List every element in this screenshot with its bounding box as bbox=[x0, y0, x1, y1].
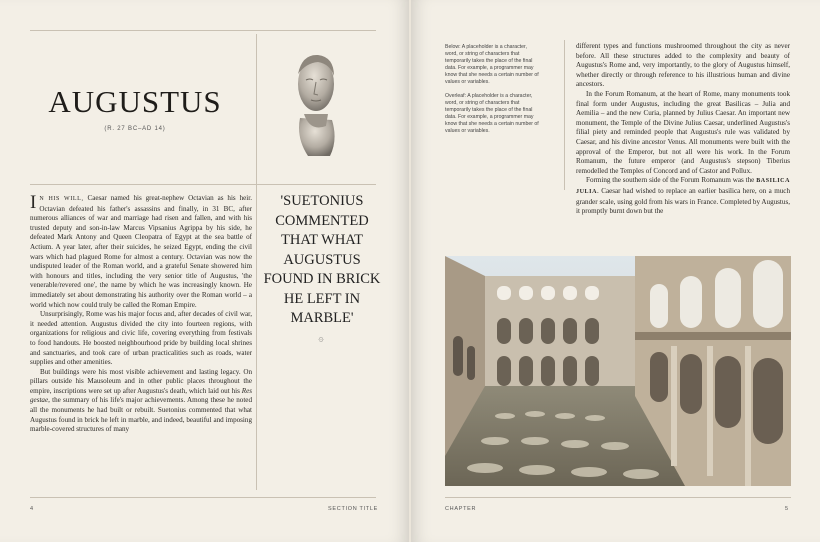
ornament-icon: ۞ bbox=[318, 334, 324, 344]
paragraph-text: Forming the southern side of the Forum Romanum was the bbox=[586, 176, 757, 185]
right-page bbox=[411, 0, 820, 542]
body-paragraph: different types and functions mushroomed throughout the city as never before. All these structures added to the complexity and beauty of Augustus's Rome and, very importantly, to the glory of Augustus himself, whether directly or through reference to his illustrious human and divine ancestors. bbox=[576, 42, 790, 89]
bold-term: BASILICA JULIA bbox=[576, 178, 790, 195]
body-paragraph: In the Forum Romanum, at the heart of Rome, many monuments took final form under Augustus, including the great Basilicas – Julia and Aemilia – and the new Curia, planned by Julius Caesar. An important new monument, the Temple of the Divine Julius Caesar, underlined Augustus's filial piety and reminded people that Augustus's rule was validated by Caesar, and his divine ancestor Venus. All monuments were built with the approval of the Emperor, but not all were his work. In the Forum Romanum, the future emperor (and Augustus's stepson) Tiberius remodelled the Temples of Concord and of Castor and Pollux. bbox=[576, 89, 790, 175]
body-paragraph bbox=[30, 368, 252, 435]
main-text-column bbox=[576, 42, 790, 217]
captions-column bbox=[445, 44, 541, 141]
pull-quote: 'SUETONIUS COMMENTED THAT WHAT AUGUSTUS FOUND IN BRICK HE LEFT IN MARBLE' bbox=[263, 193, 381, 326]
augustus-bust-image bbox=[286, 48, 346, 160]
body-paragraph: Unsurprisingly, Rome was his major focus and, after decades of civil war, it needed attention. Augustus divided the city into fourteen regions, with organizations for religious and civic life, covering everything from festivals to food handouts. He boosted neighbourhood pride by building local shrines and sanctuaries, and took care of urban practicalities such as roads, water supplies and other amenities. bbox=[30, 310, 252, 367]
caption-divider bbox=[564, 40, 565, 190]
paragraph-text: Caesar named his great-nephew Octavian as his heir. Octavian defeated his father's assassins and finally, in 31 BC, after numerous alliances of war and marriage had risen and fallen, and with his trusted deputy and son-in-law Marcus Vipsanius Agrippa by his side, he defeated Mark Antony and Queen Cleopatra of Egypt at the sea battle of Actium. A year later, after their suicides, he seized Egypt, ending the civil wars which had plagued Rome for almost a century. Octavian was now the undisputed leader of the Roman world, and a grateful Senate showered him with honours and titles, including the very senior title of Augustus, 'the venerable/revered one', the name by which he was increasingly known. He immediately set about demonstrating his authority over the Roman world – a world which now could truly be called the Roman Empire. bbox=[30, 194, 253, 309]
drop-cap: I bbox=[30, 192, 37, 213]
left-page bbox=[0, 0, 409, 542]
paragraph-text: But buildings were his most visible achievement and lasting legacy. On pillars outside his Mausoleum and in other public places throughout the empire, inscriptions were set up after Augustus's death, which laid out his bbox=[30, 367, 252, 395]
italic-title: Res gestae bbox=[30, 386, 252, 405]
top-rule bbox=[30, 30, 376, 31]
mid-rule bbox=[30, 184, 376, 185]
paragraph-text: , the summary of his life's major achievements. Among these he noted all the monuments he had built or rebuilt. Suetonius commented that what Augustus found in brick he left in marble, and indeed, beautiful and imposing marble-covered structures of many bbox=[30, 396, 252, 434]
column-divider bbox=[256, 34, 257, 490]
reign-dates: (R. 27 BC–AD 14) bbox=[104, 126, 166, 132]
bottom-rule bbox=[30, 497, 376, 498]
running-footer-chapter: CHAPTER bbox=[445, 506, 477, 512]
basilica-julia-reconstruction-image bbox=[445, 256, 791, 486]
body-paragraph bbox=[576, 176, 790, 216]
main-text-column bbox=[30, 194, 252, 435]
page-title: AUGUSTUS bbox=[48, 84, 222, 119]
page-number: 5 bbox=[785, 506, 789, 512]
caption-overleaf: Overleaf: A placeholder is a character, word, or string of characters that temporarily takes the place of the final data. For example, a programmer may know that she needs a certain number of values or variables. bbox=[445, 92, 539, 135]
bottom-rule bbox=[445, 497, 791, 498]
paragraph-text: . Caesar had wished to replace an earlier basilica here, on a much grander scale, using gold from his wars in France. Completed by Augustus, it promptly burnt down but the bbox=[576, 186, 790, 216]
small-caps-lead: N HIS WILL, bbox=[39, 196, 84, 202]
page-number: 4 bbox=[30, 506, 34, 512]
body-paragraph bbox=[30, 194, 252, 310]
running-footer-section: SECTION TITLE bbox=[328, 506, 378, 512]
caption-below: Below: A placeholder is a character, word, or string of characters that temporarily takes the place of the final data. For example, a programmer may know that she needs a certain number of values or variables. bbox=[445, 44, 539, 86]
